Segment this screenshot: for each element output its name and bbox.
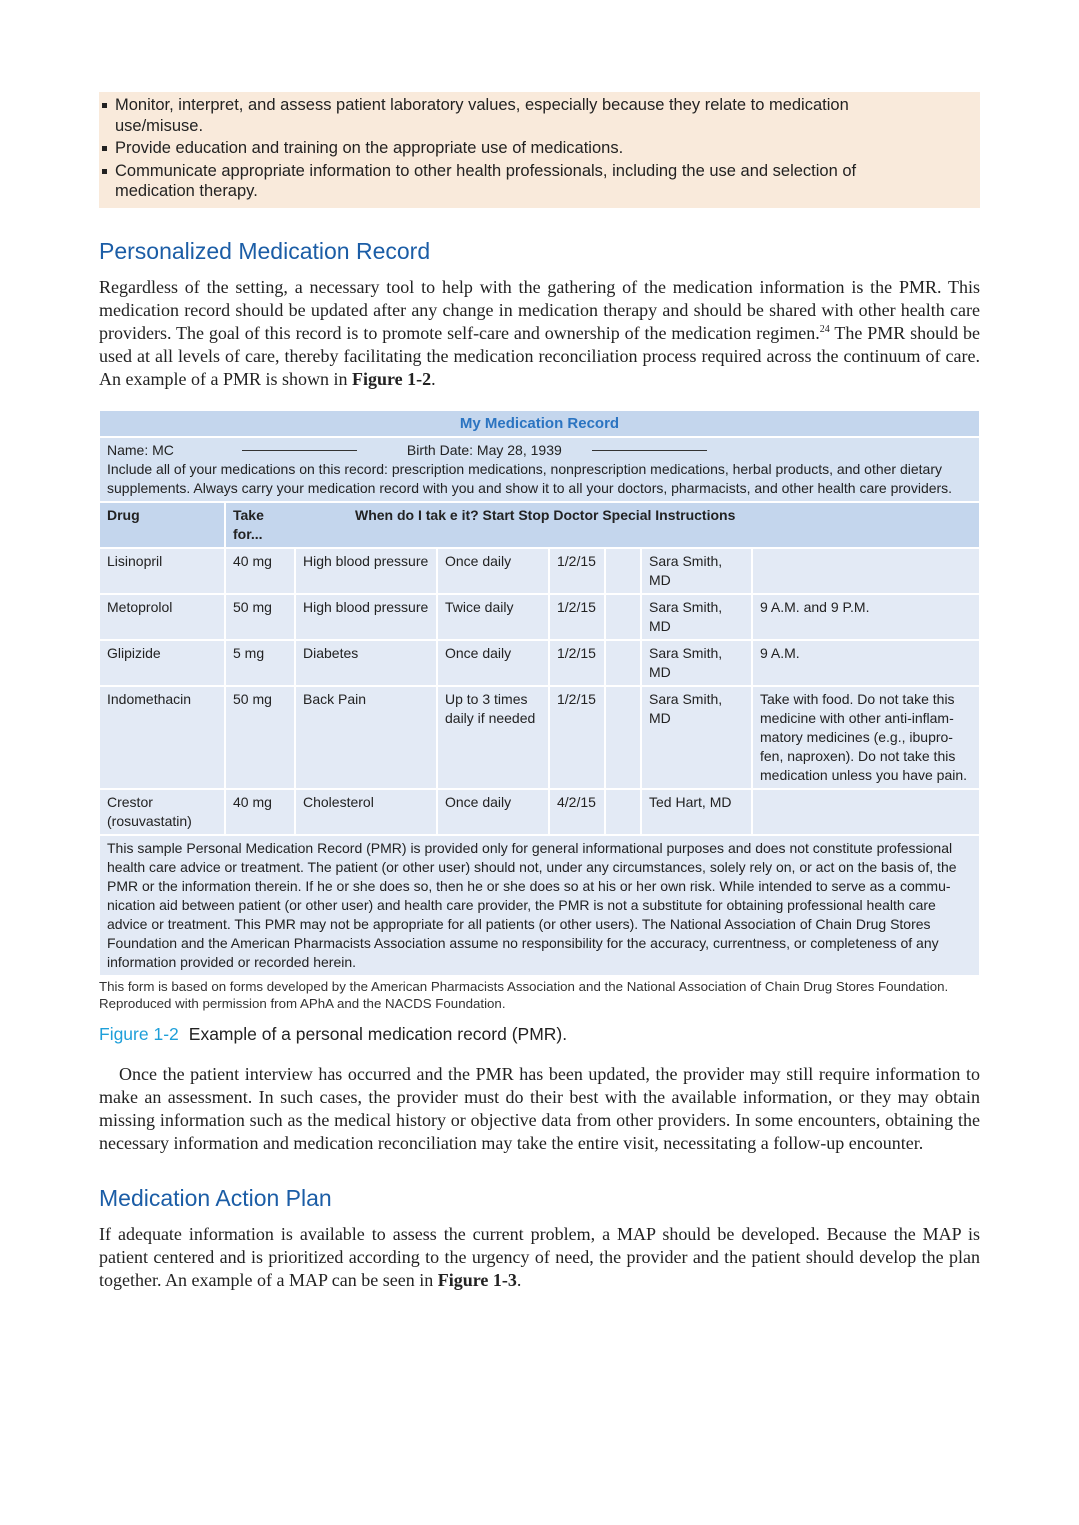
take-for: Back Pain xyxy=(295,686,437,789)
notes xyxy=(752,789,979,835)
dose: 50 mg xyxy=(225,686,295,789)
dose: 50 mg xyxy=(225,594,295,640)
header-take-for: Take for... xyxy=(225,502,295,548)
dose: 40 mg xyxy=(225,548,295,594)
doctor: Ted Hart, MD xyxy=(641,789,752,835)
table-row xyxy=(100,594,979,640)
notes: 9 A.M. and 9 P.M. xyxy=(752,594,979,640)
header-drug: Drug xyxy=(100,502,225,548)
medication-record-table xyxy=(100,411,979,975)
figure-reference: Figure 1-3 xyxy=(437,1269,517,1290)
start: 1/2/15 xyxy=(549,594,605,640)
birth-date: Birth Date: May 28, 1939 xyxy=(406,441,562,458)
citation: 24 xyxy=(819,323,830,335)
text: . xyxy=(516,1269,522,1290)
header-row xyxy=(100,502,979,548)
table-row xyxy=(100,686,979,789)
when: Once daily xyxy=(437,548,549,594)
blank-line xyxy=(242,450,357,451)
start: 1/2/15 xyxy=(549,686,605,789)
dose: 5 mg xyxy=(225,640,295,686)
stop xyxy=(605,640,641,686)
doctor: Sara Smith, MD xyxy=(641,640,752,686)
take-for: High blood pressure xyxy=(295,548,437,594)
take-for: Cholesterol xyxy=(295,789,437,835)
drug: Crestor (rosuvastatin) xyxy=(100,789,225,835)
credit-line: This form is based on forms developed by the American Pharmacists Association and the National Association of Chain Drug Stores Foundation. xyxy=(99,978,949,994)
section-heading: Medication Action Plan xyxy=(99,1184,332,1211)
instructions: Include all of your medications on this record: prescription medications, nonprescription medications, herbal products, and other dietary supplements. Always carry your medication record with you and show it to all your doctors, pharmacists, and other health care providers. xyxy=(107,460,953,496)
stop xyxy=(605,789,641,835)
text: . xyxy=(431,368,436,389)
patient-name: Name: MC xyxy=(107,441,174,458)
start: 1/2/15 xyxy=(549,548,605,594)
bullet-item: Provide education and training on the appropriate use of medications. xyxy=(115,138,905,159)
notes: 9 A.M. xyxy=(752,640,979,686)
blank-line xyxy=(592,450,707,451)
section-heading: Personalized Medication Record xyxy=(99,237,431,264)
notes xyxy=(752,548,979,594)
stop xyxy=(605,686,641,789)
table-row xyxy=(100,640,979,686)
bullet-item: Communicate appropriate information to other health professionals, including the use and selection of medication therapy. xyxy=(115,161,905,202)
patient-info xyxy=(100,437,979,502)
bullet-item: Monitor, interpret, and assess patient laboratory values, especially because they relate to medication use/misuse. xyxy=(115,95,905,136)
figure-reference: Figure 1-2 xyxy=(351,368,432,389)
figure-label: Figure 1-2 xyxy=(99,1023,179,1044)
doctor: Sara Smith, MD xyxy=(641,548,752,594)
caption-text: Example of a personal medication record (PMR). xyxy=(188,1023,568,1044)
paragraph xyxy=(99,1223,980,1292)
text: Regardless of the setting, a necessary tool to help with the gathering of the medication information is the PMR. This medication record should be updated after any change in medication therapy and should be shared with other health care providers. The goal of this record is to promote self-care and ownership of the medication regimen. xyxy=(99,276,980,343)
when: Twice daily xyxy=(437,594,549,640)
paragraph xyxy=(99,276,980,391)
when: Once daily xyxy=(437,789,549,835)
text: The PMR should be used at all levels of care, thereby facilitating the medication reconciliation process required across the continuum of care. An example of a PMR is shown in xyxy=(99,322,980,389)
table-row xyxy=(100,548,979,594)
stop xyxy=(605,548,641,594)
doctor: Sara Smith, MD xyxy=(641,594,752,640)
text: If adequate information is available to assess the current problem, a MAP should be developed. Because the MAP is patient centered and is prioritized according to the urgency of need, the provider and the patient should develop the plan together. An example of a MAP can be seen in xyxy=(99,1223,980,1290)
bullet-list xyxy=(99,95,980,202)
notes: Take with food. Do not take this medicine with other anti-inflam-matory medicines (e.g., ibupro-fen, naproxen). Do not take this medication unless you have pain. xyxy=(752,686,979,789)
header-rest: When do I tak e it? Start Stop Doctor Special Instructions xyxy=(295,502,979,548)
take-for: Diabetes xyxy=(295,640,437,686)
when: Once daily xyxy=(437,640,549,686)
figure-caption xyxy=(99,1023,980,1045)
take-for: High blood pressure xyxy=(295,594,437,640)
drug: Lisinopril xyxy=(100,548,225,594)
stop xyxy=(605,594,641,640)
when: Up to 3 times daily if needed xyxy=(437,686,549,789)
paragraph: Once the patient interview has occurred and the PMR has been updated, the provider may still require information to make an assessment. In such cases, the provider must do their best with the available information, or they may obtain missing information such as the medical history or objective data from other providers. In some encounters, obtaining the necessary information and medication reconciliation may take the entire visit, necessitating a follow-up encounter. xyxy=(99,1063,980,1153)
dose: 40 mg xyxy=(225,789,295,835)
drug: Metoprolol xyxy=(100,594,225,640)
doctor: Sara Smith, MD xyxy=(641,686,752,789)
credit-line: Reproduced with permission from APhA and the NACDS Foundation. xyxy=(99,996,506,1011)
responsibilities-box xyxy=(99,92,980,208)
start: 1/2/15 xyxy=(549,640,605,686)
start: 4/2/15 xyxy=(549,789,605,835)
table-row xyxy=(100,789,979,835)
disclaimer: This sample Personal Medication Record (PMR) is provided only for general informational purposes and does not constitute professional health care advice or treatment. The patient (or other user) should not, under any circumstances, solely rely on, or act on the basis of, the PMR or the information therein. If he or she does so, then he or she does so at his or her own risk. While intended to serve as a commu-nication aid between patient (or other user) and health care provider, the PMR is not a substitute for obtaining professional health care advice or treatment. This PMR may not be appropriate for all patients (or other users). The National Association of Chain Drug Stores Foundation and the American Pharmacists Association assume no responsibility for the accuracy, currentness, or completeness of any information provided or recorded herein. xyxy=(100,835,979,975)
record-title: My Medication Record xyxy=(100,411,979,437)
figure-credit xyxy=(99,978,980,1013)
drug: Glipizide xyxy=(100,640,225,686)
drug: Indomethacin xyxy=(100,686,225,789)
